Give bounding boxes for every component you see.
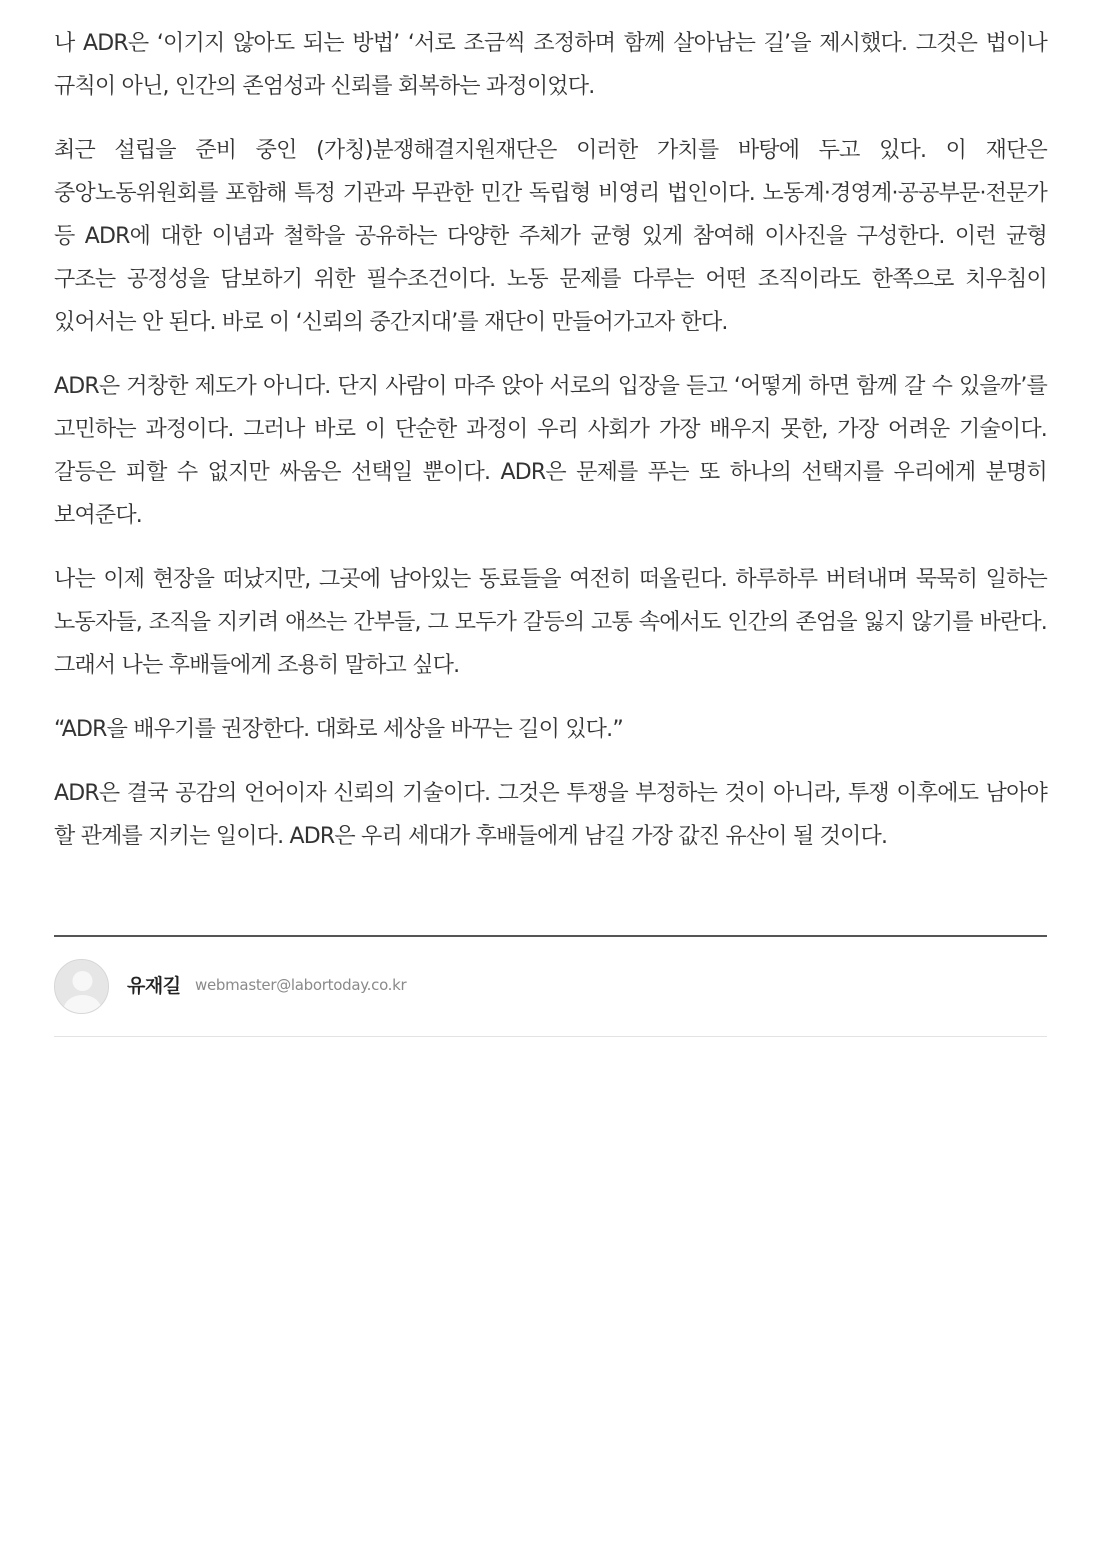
author-box [54, 935, 1047, 1037]
article-paragraph: ADR은 결국 공감의 언어이자 신뢰의 기술이다. 그것은 투쟁을 부정하는 것이 아니라, 투쟁 이후에도 남아야 할 관계를 지키는 일이다. ADR은 우리 세대가 후배들에게 남길 가장 값진 유산이 될 것이다. [54, 781, 1047, 849]
author-avatar [54, 959, 109, 1014]
author-name[interactable]: 유재길 [127, 975, 181, 997]
article-quote: “ADR을 배우기를 권장한다. 대화로 세상을 바꾸는 길이 있다.” [54, 717, 623, 742]
article-body [54, 22, 1047, 879]
article-paragraph: ADR은 거창한 제도가 아니다. 단지 사람이 마주 앉아 서로의 입장을 듣고 ‘어떻게 하면 함께 갈 수 있을까’를 고민하는 과정이다. 그러나 바로 이 단순한 과정이 우리 사회가 가장 배우지 못한, 가장 어려운 기술이다. 갈등은 피할 수 없지만 싸움은 선택일 뿐이다. ADR은 문제를 푸는 또 하나의 선택지를 우리에게 분명히 보여준다. [54, 374, 1047, 528]
article-paragraph: 최근 설립을 준비 중인 (가칭)분쟁해결지원재단은 이러한 가치를 바탕에 두고 있다. 이 재단은 중앙노동위원회를 포함해 특정 기관과 무관한 민간 독립형 비영리 법인이다. 노동계·경영계·공공부문·전문가 등 ADR에 대한 이념과 철학을 공유하는 다양한 주체가 균형 있게 참여해 이사진을 구성한다. 이런 균형 구조는 공정성을 담보하기 위한 필수조건이다. 노동 문제를 다루는 어떤 조직이라도 한쪽으로 치우침이 있어서는 안 된다. 바로 이 ‘신뢰의 중간지대’를 재단이 만들어가고자 한다. [54, 138, 1047, 335]
article-paragraph: 나 ADR은 ‘이기지 않아도 되는 방법’ ‘서로 조금씩 조정하며 함께 살아남는 길’을 제시했다. 그것은 법이나 규칙이 아닌, 인간의 존엄성과 신뢰를 회복하는 과정이었다. [54, 31, 1047, 99]
author-email-link[interactable]: webmaster@labortoday.co.kr [195, 976, 407, 994]
default-user-icon [55, 960, 109, 1014]
article-paragraph: 나는 이제 현장을 떠났지만, 그곳에 남아있는 동료들을 여전히 떠올린다. 하루하루 버텨내며 묵묵히 일하는 노동자들, 조직을 지키려 애쓰는 간부들, 그 모두가 갈등의 고통 속에서도 인간의 존엄을 잃지 않기를 바란다. 그래서 나는 후배들에게 조용히 말하고 싶다. [54, 567, 1047, 678]
